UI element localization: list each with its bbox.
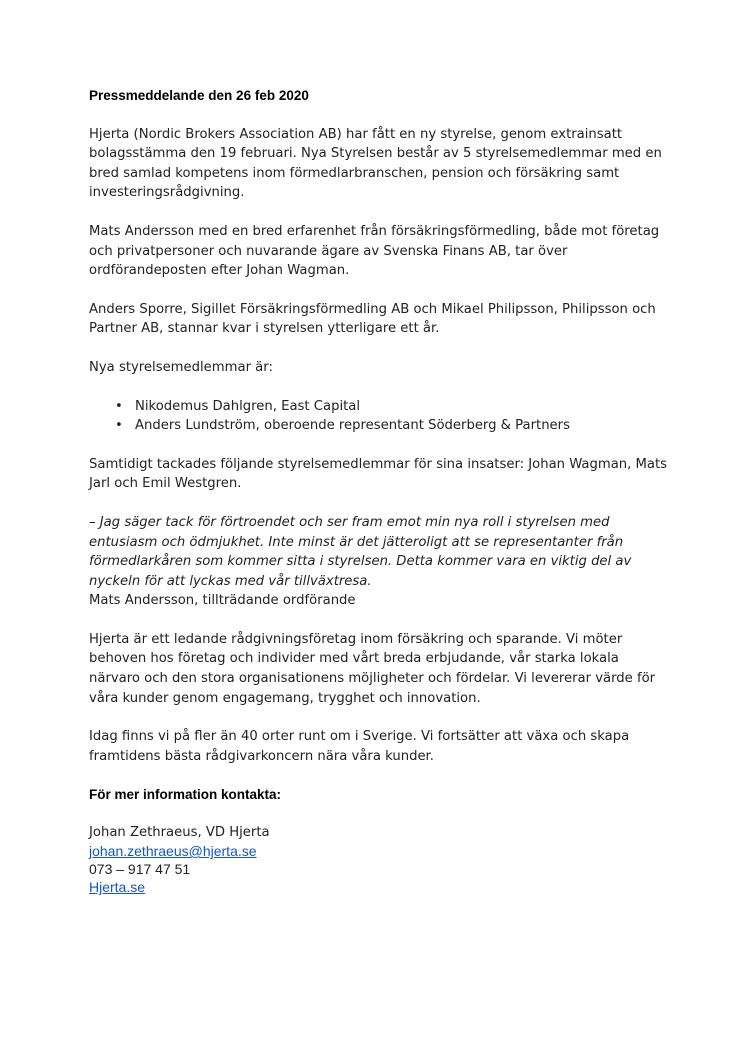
- member-name: Nikodemus Dahlgren, East Capital: [135, 398, 361, 414]
- member-name: Anders Lundström, oberoende representant Söderberg & Partners: [135, 418, 570, 434]
- contact-email-link[interactable]: johan.zethraeus@hjerta.se: [89, 843, 257, 860]
- about-paragraph: Hjerta är ett ledande rådgivningsföretag inom försäkring och sparande. Vi möter behoven hos företag och individer med vårt breda erbjudande, vår starka lokala närvaro och den stora organisationens möjligheter och fördelar. Vi levererar värde för våra kunder genom engagemang, trygghet och innovation.: [89, 631, 656, 706]
- list-item: [89, 416, 669, 436]
- contact-phone: 073 – 917 47 51: [89, 861, 191, 878]
- press-release-body: [89, 86, 669, 896]
- quote-author: Mats Andersson, tillträdande ordförande: [89, 593, 356, 609]
- press-release-heading: Pressmeddelande den 26 feb 2020: [89, 88, 309, 103]
- contact-block: [89, 824, 669, 896]
- bullet-icon: •: [115, 418, 123, 434]
- bullet-icon: •: [115, 398, 123, 414]
- remaining-members-paragraph: Anders Sporre, Sigillet Försäkringsförmedling AB och Mikael Philipsson, Philipsson och Partner AB, stannar kvar i styrelsen ytterligare ett år.: [89, 301, 656, 337]
- contact-heading: För mer information kontakta:: [89, 787, 282, 803]
- website-link[interactable]: Hjerta.se: [89, 879, 146, 896]
- thanks-paragraph: Samtidigt tackades följande styrelsemedlemmar för sina insatser: Johan Wagman, Mats Jarl och Emil Westgren.: [89, 456, 668, 492]
- locations-paragraph: Idag finns vi på fler än 40 orter runt om i Sverige. Vi fortsätter att växa och skapa framtidens bästa rådgivarkoncern nära våra kunder.: [89, 729, 630, 764]
- chairman-quote: – Jag säger tack för förtroendet och ser fram emot min nya roll i styrelsen med entusiasm och ödmjukhet. Inte minst är det jätteroligt att se representanter från förmedlarkåren som kommer sitta i styrelsen. Detta kommer vara en viktig del av nyckeln för att lyckas med vår tillväxtresa.: [89, 514, 632, 589]
- contact-name: Johan Zethraeus, VD Hjerta: [89, 825, 270, 841]
- list-item: [89, 397, 669, 417]
- intro-paragraph: Hjerta (Nordic Brokers Association AB) har fått en ny styrelse, genom extrainsatt bolagsstämma den 19 februari. Nya Styrelsen består av 5 styrelsemedlemmar med en bred samlad kompetens inom förmedlarbranschen, pension och försäkring samt investeringsrådgivning.: [89, 126, 662, 201]
- chairman-paragraph: Mats Andersson med en bred erfarenhet från försäkringsförmedling, både mot företag och privatpersoner och nuvarande ägare av Svenska Finans AB, tar över ordförandeposten efter Johan Wagman.: [89, 223, 660, 279]
- new-members-list: [89, 397, 669, 436]
- new-members-intro: Nya styrelsemedlemmar är:: [89, 359, 273, 375]
